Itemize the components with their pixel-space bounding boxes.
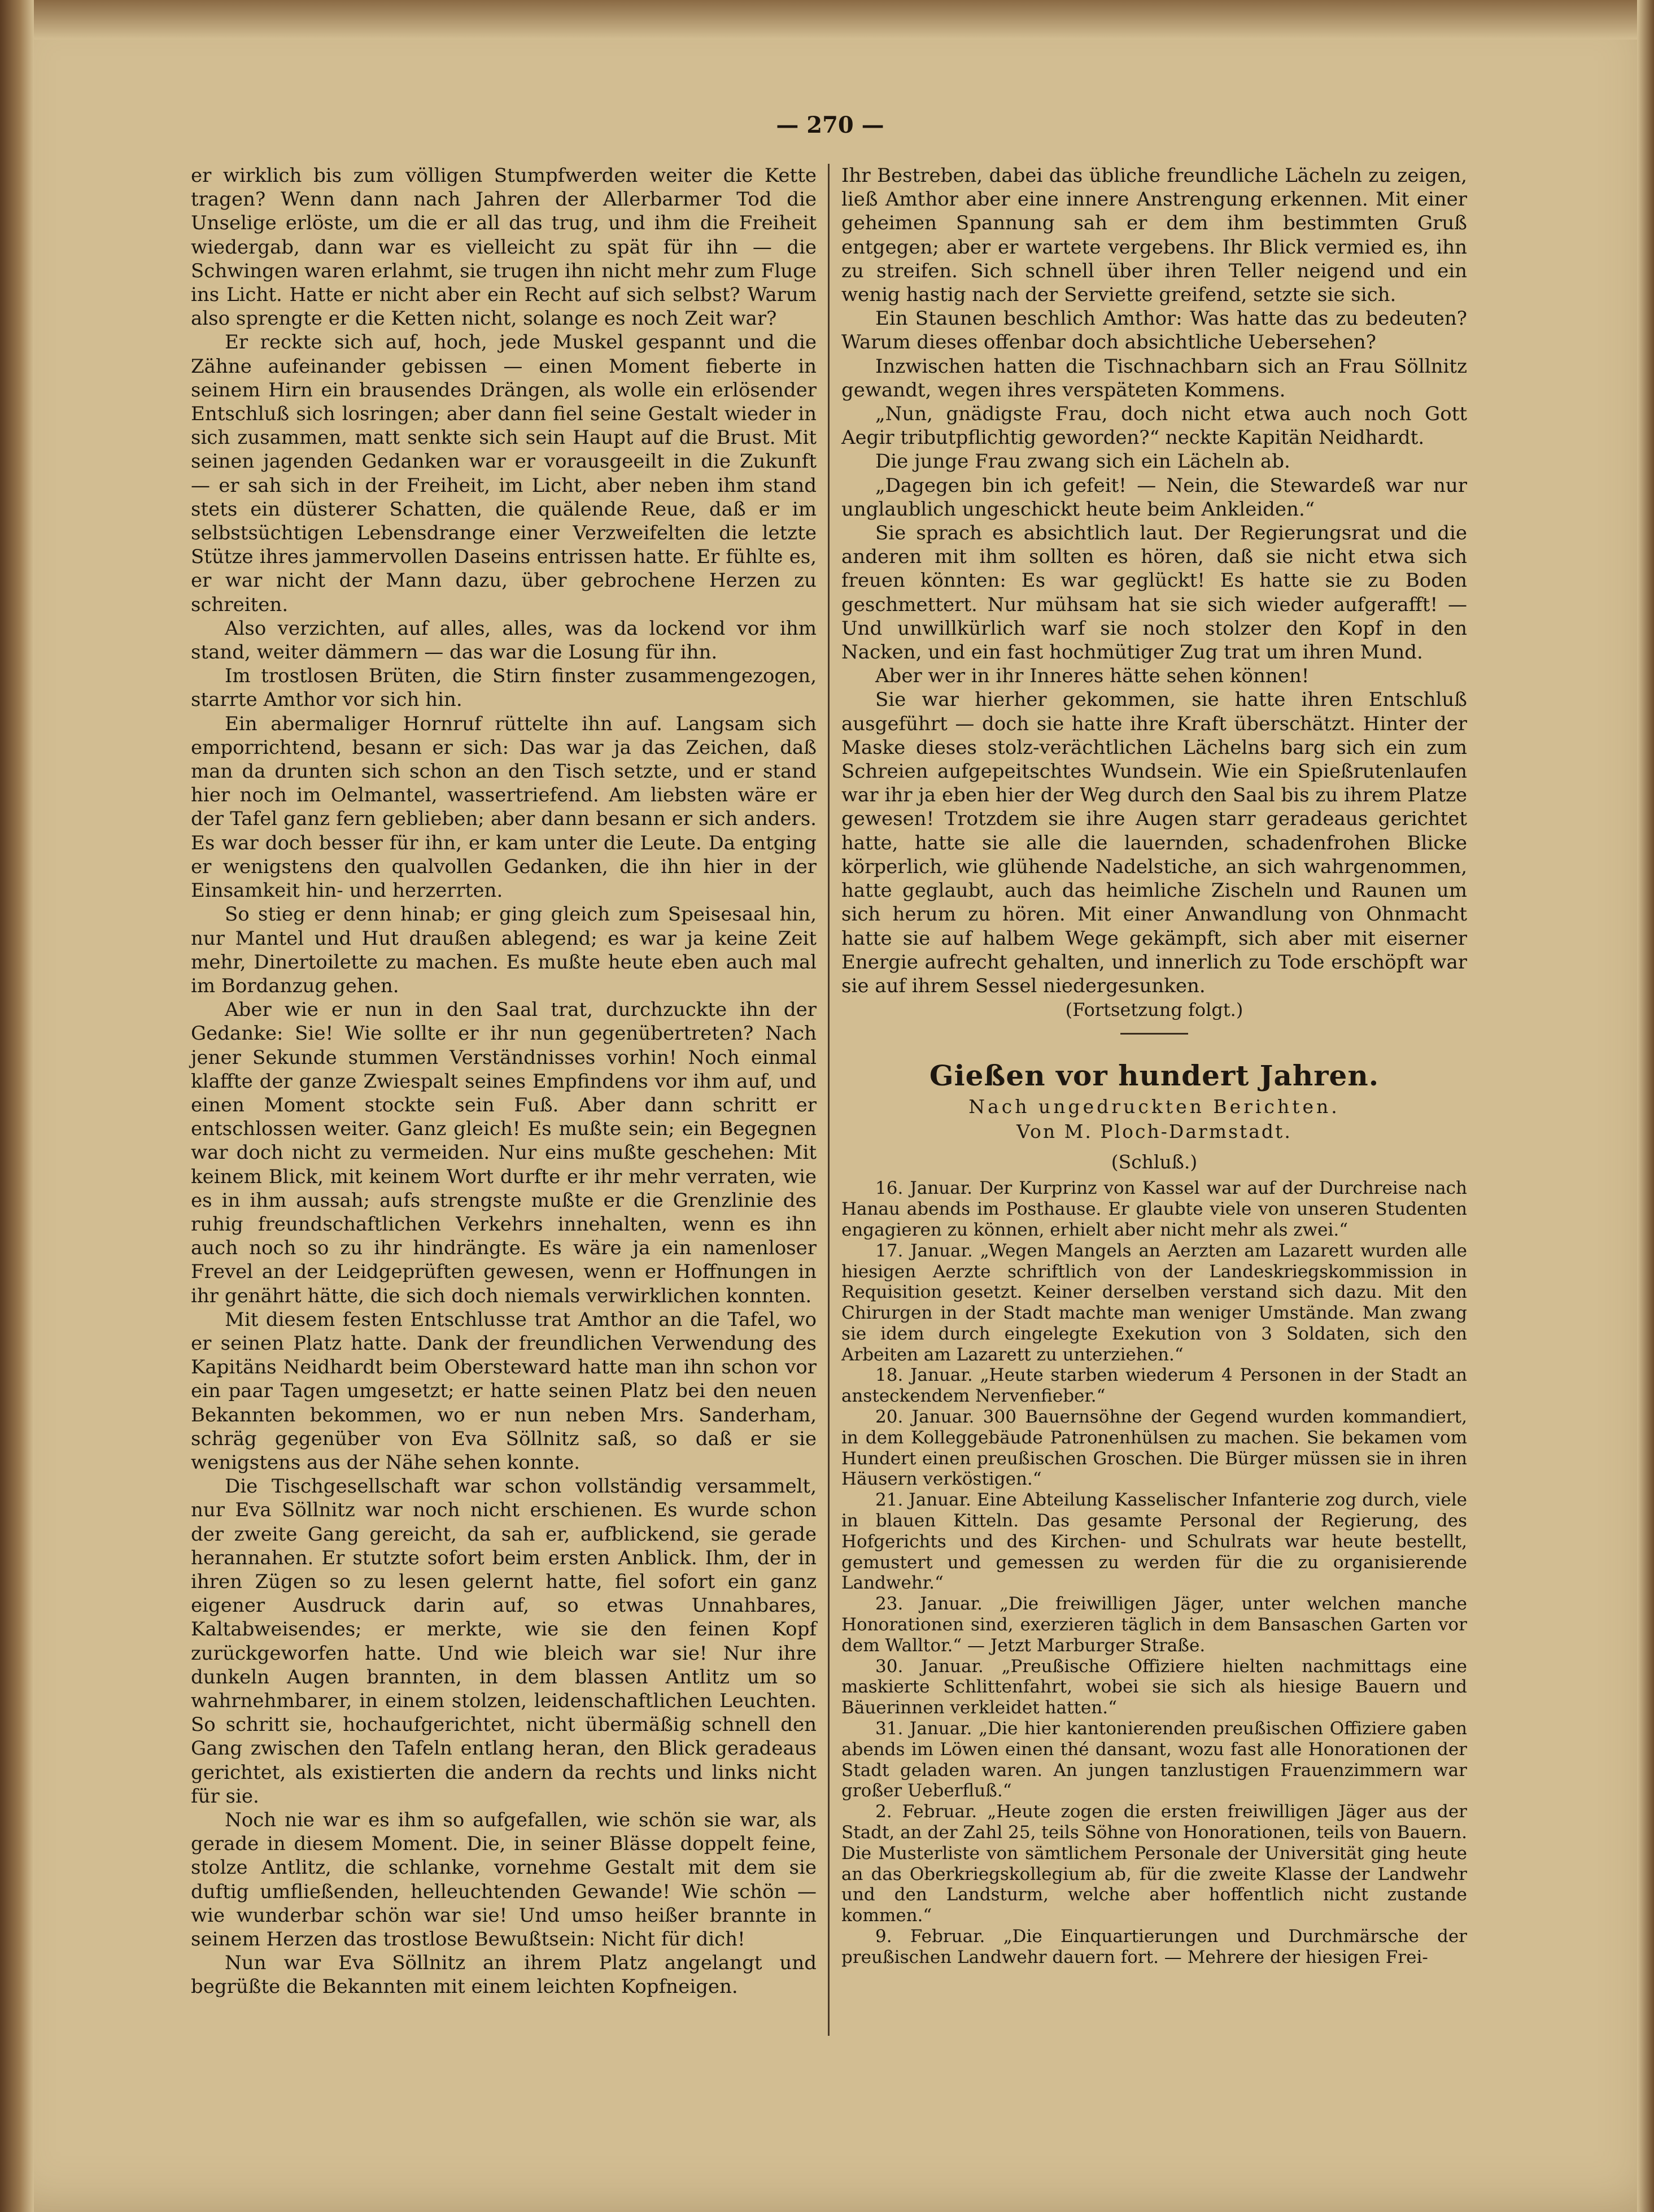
paragraph: Ein Staunen beschlich Amthor: Was hatte das zu bedeuten? Warum dieses offenbar doch absichtliche Uebersehen? xyxy=(841,307,1467,354)
chronicle-entry: 2. Februar. „Heute zogen die ersten freiwilligen Jäger aus der Stadt, an der Zahl 25, teils Söhne von Honorationen, teils von Bauern. Die Musterliste von sämtlichem Personale der Universität ging heute an das Oberkriegskollegium ab, für die zweite Klasse der Landwehr und den Landsturm, welche aber hoffentlich nicht zustande kommen.“ xyxy=(841,1801,1467,1926)
paragraph: Noch nie war es ihm so aufgefallen, wie schön sie war, als gerade in diesem Moment. Die, in seiner Blässe doppelt feine, stolze Antlitz, die schlanke, vornehme Gestalt mit dem sie duftig umfließenden, helleuchtenden Gewande! Wie schön — wie wunderbar schön war sie! Und umso heißer brannte in seinem Herzen das trostlose Bewußtsein: Nicht für dich! xyxy=(191,1809,817,1951)
paragraph: Sie sprach es absichtlich laut. Der Regierungsrat und die anderen mit ihm sollten es hören, daß sie nicht etwa sich freuen könnten: Es war geglückt! Es hatte sie zu Boden geschmettert. Nur mühsam hat sie sich wieder aufgerafft! — Und unwillkürlich warf sie noch stolzer den Kopf in den Nacken, und ein fast hochmütiger Zug trat um ihren Mund. xyxy=(841,522,1467,664)
chronicle-entry: 31. Januar. „Die hier kantonierenden preußischen Offiziere gaben abends im Löwen einen thé dansant, wozu fast alle Honorationen der Stadt geladen waren. An jungen tanzlustigen Frauenzimmern war großer Ueberfluß.“ xyxy=(841,1718,1467,1801)
paragraph: Ein abermaliger Hornruf rüttelte ihn auf. Langsam sich emporrichtend, besann er sich: Das war ja das Zeichen, daß man da drunten sich schon an den Tisch setzte, und er stand hier noch im Oelmantel, wassertriefend. Am liebsten wäre er der Tafel ganz fern geblieben; aber dann besann er sich anders. Es war doch besser für ihn, er kam unter die Leute. Da entging er wenigstens den qualvollen Gedanken, die ihn hier in der Einsamkeit hin- und herzerrten. xyxy=(191,712,817,902)
paragraph: Mit diesem festen Entschlusse trat Amthor an die Tafel, wo er seinen Platz hatte. Dank der freundlichen Verwendung des Kapitäns Neidhardt beim Obersteward hatte man ihn schon vor ein paar Tagen umgesetzt; er hatte seinen Platz bei den neuen Bekannten bekommen, wo er nun neben Mrs. Sanderham, schräg gegenüber von Eva Söllnitz saß, so daß er sie wenigstens aus der Nähe sehen konnte. xyxy=(191,1308,817,1474)
page-number: — 270 — xyxy=(776,112,884,138)
paragraph: Die junge Frau zwang sich ein Lächeln ab. xyxy=(875,450,1290,473)
article-author: Von M. Ploch-Darmstadt. xyxy=(1016,1120,1292,1143)
paragraph: er wirklich bis zum völligen Stumpfwerden weiter die Kette tragen? Wenn dann nach Jahren der Allerbarmer Tod die Unselige erlöste, um die er all das trug, und ihm die Freiheit wiedergab, dann war es vielleicht zu spät für ihn — die Schwingen waren erlahmt, sie trugen ihn nicht mehr zum Fluge ins Licht. Hatte er nicht aber ein Recht auf sich selbst? Warum also sprengte er die Ketten nicht, solange es noch Zeit war? xyxy=(191,164,817,330)
article-note: (Schluß.) xyxy=(1111,1151,1198,1173)
chronicle-entry: 21. Januar. Eine Abteilung Kasselischer Infanterie zog durch, viele in blauen Kitteln. Das gesamte Personal der Regierung, des Hofgerichts und des Kirchen- und Schulrats war heute bestellt, gemustert und gemessen zu werden für die zu organisierende Landwehr.“ xyxy=(841,1490,1467,1594)
chronicle-entry: 23. Januar. „Die freiwilligen Jäger, unter welchen manche Honorationen sind, exerzieren täglich in dem Bansaschen Garten vor dem Walltor.“ — Jetzt Marburger Straße. xyxy=(841,1594,1467,1656)
continuation-note: (Fortsetzung folgt.) xyxy=(1065,999,1243,1021)
paragraph: Aber wie er nun in den Saal trat, durchzuckte ihn der Gedanke: Sie! Wie sollte er ihr nun gegenübertreten? Nach jener Sekunde stummen Verständnisses vorhin! Noch einmal klaffte der ganze Zwiespalt seines Empfindens vor ihm auf, und einen Moment stockte sein Fuß. Aber dann schritt er entschlossen weiter. Ganz gleich! Es mußte sein; ein Begegnen war doch nicht zu vermeiden. Nur eins mußte geschehen: Mit keinem Blick, mit keinem Wort durfte er ihr mehr verraten, wie es in ihm aussah; aufs strengste mußte er die Grenzlinie des ruhig freundschaftlichen Verkehrs innehalten, wenn es ihn auch noch so zu ihr hindrängte. Es wäre ja ein namenloser Frevel an der Leidgeprüften gewesen, wenn er Hoffnungen in ihr genährt hätte, die sich doch niemals verwirklichen konnten. xyxy=(191,998,817,1307)
chronicle-entry: 9. Februar. „Die Einquartierungen und Durchmärsche der preußischen Landwehr dauern fort. — Mehrere der hiesigen Frei- xyxy=(841,1926,1467,1967)
page-edge-top xyxy=(0,0,1654,40)
chronicle-entry: 16. Januar. Der Kurprinz von Kassel war auf der Durchreise nach Hanau abends im Posthause. Er glaubte viele von unseren Studenten engagieren zu können, erhielt aber nicht mehr als zwei.“ xyxy=(841,1178,1467,1240)
page-edge-right xyxy=(1637,0,1654,2212)
article-subtitle: Nach ungedruckten Berichten. xyxy=(968,1096,1340,1118)
chronicle-entry: 20. Januar. 300 Bauernsöhne der Gegend wurden kommandiert, in dem Kolleggebäude Patronenhülsen zu machen. Sie bekamen vom Hundert einen preußischen Groschen. Die Bürger müssen sie in ihren Häusern verköstigen.“ xyxy=(841,1407,1467,1490)
section-divider xyxy=(1120,1033,1188,1035)
chronicle-entry: 18. Januar. „Heute starben wiederum 4 Personen in der Stadt an ansteckendem Nervenfieber.“ xyxy=(841,1365,1467,1407)
paragraph: Er reckte sich auf, hoch, jede Muskel gespannt und die Zähne aufeinander gebissen — einen Moment fieberte in seinem Hirn ein brausendes Drängen, als wolle ein erlösender Entschluß sich losringen; aber dann fiel seine Gestalt wieder in sich zusammen, matt senkte sich sein Haupt auf die Brust. Mit seinen jagenden Gedanken war er vorausgeeilt in die Zukunft — er sah sich in der Freiheit, im Licht, aber neben ihm stand stets ein düsterer Schatten, die quälende Reue, daß er im selbstsüchtigen Lebensdrange einer Verzweifelten die letzte Stütze ihres jammervollen Daseins entrissen hatte. Er fühlte es, er war nicht der Mann dazu, über gebrochene Herzen zu schreiten. xyxy=(191,331,817,616)
paragraph: Inzwischen hatten die Tischnachbarn sich an Frau Söllnitz gewandt, wegen ihres verspäteten Kommens. xyxy=(841,355,1467,402)
paragraph: Also verzichten, auf alles, alles, was da lockend vor ihm stand, weiter dämmern — das war die Losung für ihn. xyxy=(191,617,817,664)
paragraph: Sie war hierher gekommen, sie hatte ihren Entschluß ausgeführt — doch sie hatte ihre Kraft überschätzt. Hinter der Maske dieses stolz-verächtlichen Lächelns barg sich ein zum Schreien aufgepeitschtes Wundsein. Wie ein Spießrutenlaufen war ihr ja eben hier der Weg durch den Saal bis zu ihrem Platze gewesen! Trotzdem sie ihre Augen starr geradeaus gerichtet hatte, hatte sie alle die lauernden, schadenfrohen Blicke körperlich, wie glühende Nadelstiche, an sich wahrgenommen, hatte geglaubt, auch das heimliche Zischeln und Raunen um sich herum zu hören. Mit einer Anwandlung von Ohnmacht hatte sie auf halbem Wege gekämpft, sich aber mit eiserner Energie aufrecht gehalten, und innerlich zu Tode erschöpft war sie auf ihrem Sessel niedergesunken. xyxy=(841,688,1467,997)
article xyxy=(841,1059,1467,1967)
paragraph: „Dagegen bin ich gefeit! — Nein, die Stewardeß war nur unglaublich ungeschickt heute beim Ankleiden.“ xyxy=(841,474,1467,521)
column-rule xyxy=(828,164,830,2036)
paragraph: Nun war Eva Söllnitz an ihrem Platz angelangt und begrüßte die Bekannten mit einem leichten Kopfneigen. xyxy=(191,1952,817,1999)
left-column xyxy=(191,164,817,1999)
paragraph: Die Tischgesellschaft war schon vollständig versammelt, nur Eva Söllnitz war noch nicht erschienen. Es wurde schon der zweite Gang gereicht, da sah er, aufblickend, sie gerade herannahen. Er stutzte sofort beim ersten Anblick. Ihm, der in ihren Zügen so zu lesen gelernt hatte, fiel sofort ein ganz eigener Ausdruck darin auf, so etwas Unnahbares, Kaltabweisendes; er merkte, wie sie den feinen Kopf zurückgeworfen hatte. Und wie bleich war sie! Nur ihre dunkeln Augen brannten, in dem blassen Antlitz um so wahrnehmbarer, in einem stolzen, leidenschaftlichen Leuchten. So schritt sie, hochaufgerichtet, nicht übermäßig schnell den Gang zwischen den Tafeln entlang heran, den Blick geradeaus gerichtet, als existierten die andern da rechts und links nicht für sie. xyxy=(191,1475,817,1808)
paragraph: So stieg er denn hinab; er ging gleich zum Speisesaal hin, nur Mantel und Hut draußen ablegend; es war ja keine Zeit mehr, Dinertoilette zu machen. Es mußte heute eben auch mal im Bordanzug gehen. xyxy=(191,903,817,997)
paragraph: Aber wer in ihr Inneres hätte sehen können! xyxy=(875,665,1310,688)
paragraph: „Nun, gnädigste Frau, doch nicht etwa auch noch Gott Aegir tributpflichtig geworden?“ neckte Kapitän Neidhardt. xyxy=(841,403,1467,450)
chronicle-entry: 17. Januar. „Wegen Mangels an Aerzten am Lazarett wurden alle hiesigen Aerzte schriftlich von der Landeskriegskommission in Requisition gesetzt. Keiner derselben verstand sich dazu. Mit den Chirurgen in der Stadt machte man weniger Umstände. Man zwang sie idem durch eingelegte Exekution von 3 Soldaten, sich den Arbeiten am Lazarett zu unterziehen.“ xyxy=(841,1240,1467,1365)
paragraph: Im trostlosen Brüten, die Stirn finster zusammengezogen, starrte Amthor vor sich hin. xyxy=(191,665,817,712)
chronicle-entry: 30. Januar. „Preußische Offiziere hielten nachmittags eine maskierte Schlittenfahrt, wobei sie sich als hiesige Bauern und Bäuerinnen verkleidet hatten.“ xyxy=(841,1656,1467,1718)
article-title: Gießen vor hundert Jahren. xyxy=(929,1059,1380,1093)
chronicle-entries xyxy=(841,1178,1467,1967)
paragraph: Ihr Bestreben, dabei das übliche freundliche Lächeln zu zeigen, ließ Amthor aber eine innere Anstrengung erkennen. Mit einer geheimen Spannung sah er dem ihm bestimmten Gruß entgegen; aber er wartete vergebens. Ihr Blick vermied es, ihn zu streifen. Sich schnell über ihren Teller neigend und ein wenig hastig nach der Serviette greifend, setzte sie sich. xyxy=(841,164,1467,307)
right-column xyxy=(841,164,1467,1968)
page-edge-left xyxy=(0,0,34,2212)
